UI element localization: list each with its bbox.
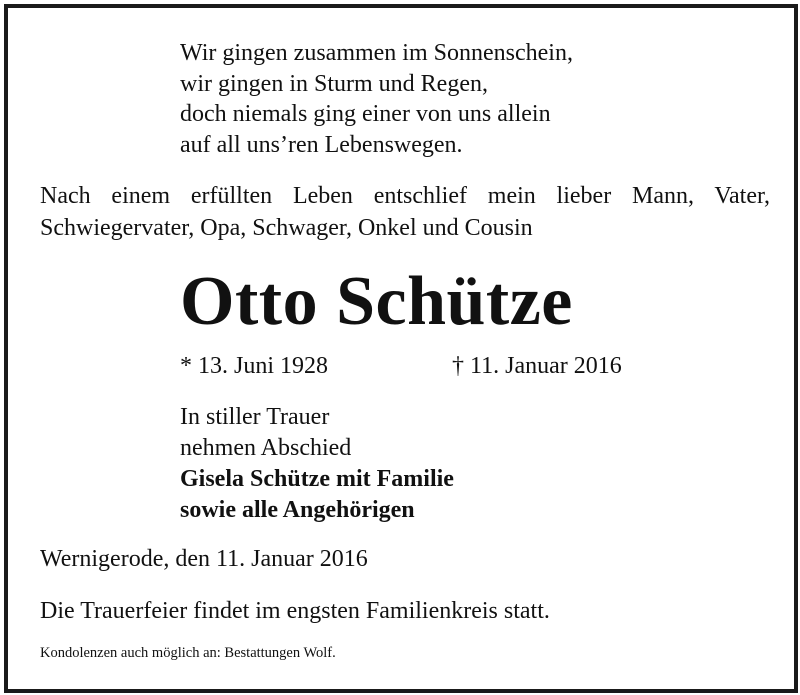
- poem-line: auf all uns’ren Lebenswegen.: [180, 131, 463, 158]
- intro-line: Nach einem erfüllten Leben entschlief mein lieber Mann, Vater,: [40, 183, 770, 209]
- mourners-relatives: sowie alle Angehörigen: [180, 497, 415, 523]
- intro-line: Schwiegervater, Opa, Schwager, Onkel und Cousin: [40, 215, 533, 241]
- mourners-family: Gisela Schütze mit Familie: [180, 466, 454, 492]
- obituary-notice: [4, 4, 798, 693]
- birth-date: * 13. Juni 1928: [180, 353, 329, 379]
- mourners-line: In stiller Trauer: [180, 404, 330, 430]
- deceased-name: Otto Schütze: [180, 263, 573, 340]
- intro-text: [40, 180, 770, 244]
- mourners-line: nehmen Abschied: [180, 435, 352, 461]
- death-date: † 11. Januar 2016: [452, 353, 622, 379]
- condolences-note: Kondolenzen auch möglich an: Bestattungen Wolf.: [40, 645, 336, 661]
- poem-line: Wir gingen zusammen im Sonnenschein,: [180, 40, 573, 66]
- ceremony-note: Die Trauerfeier findet im engsten Familienkreis statt.: [40, 598, 550, 624]
- place-date: Wernigerode, den 11. Januar 2016: [40, 546, 368, 572]
- mourners-block: [180, 402, 454, 526]
- poem-line: doch niemals ging einer von uns allein: [180, 101, 551, 127]
- poem-line: wir gingen in Sturm und Regen,: [180, 70, 488, 97]
- memorial-poem: [180, 38, 573, 160]
